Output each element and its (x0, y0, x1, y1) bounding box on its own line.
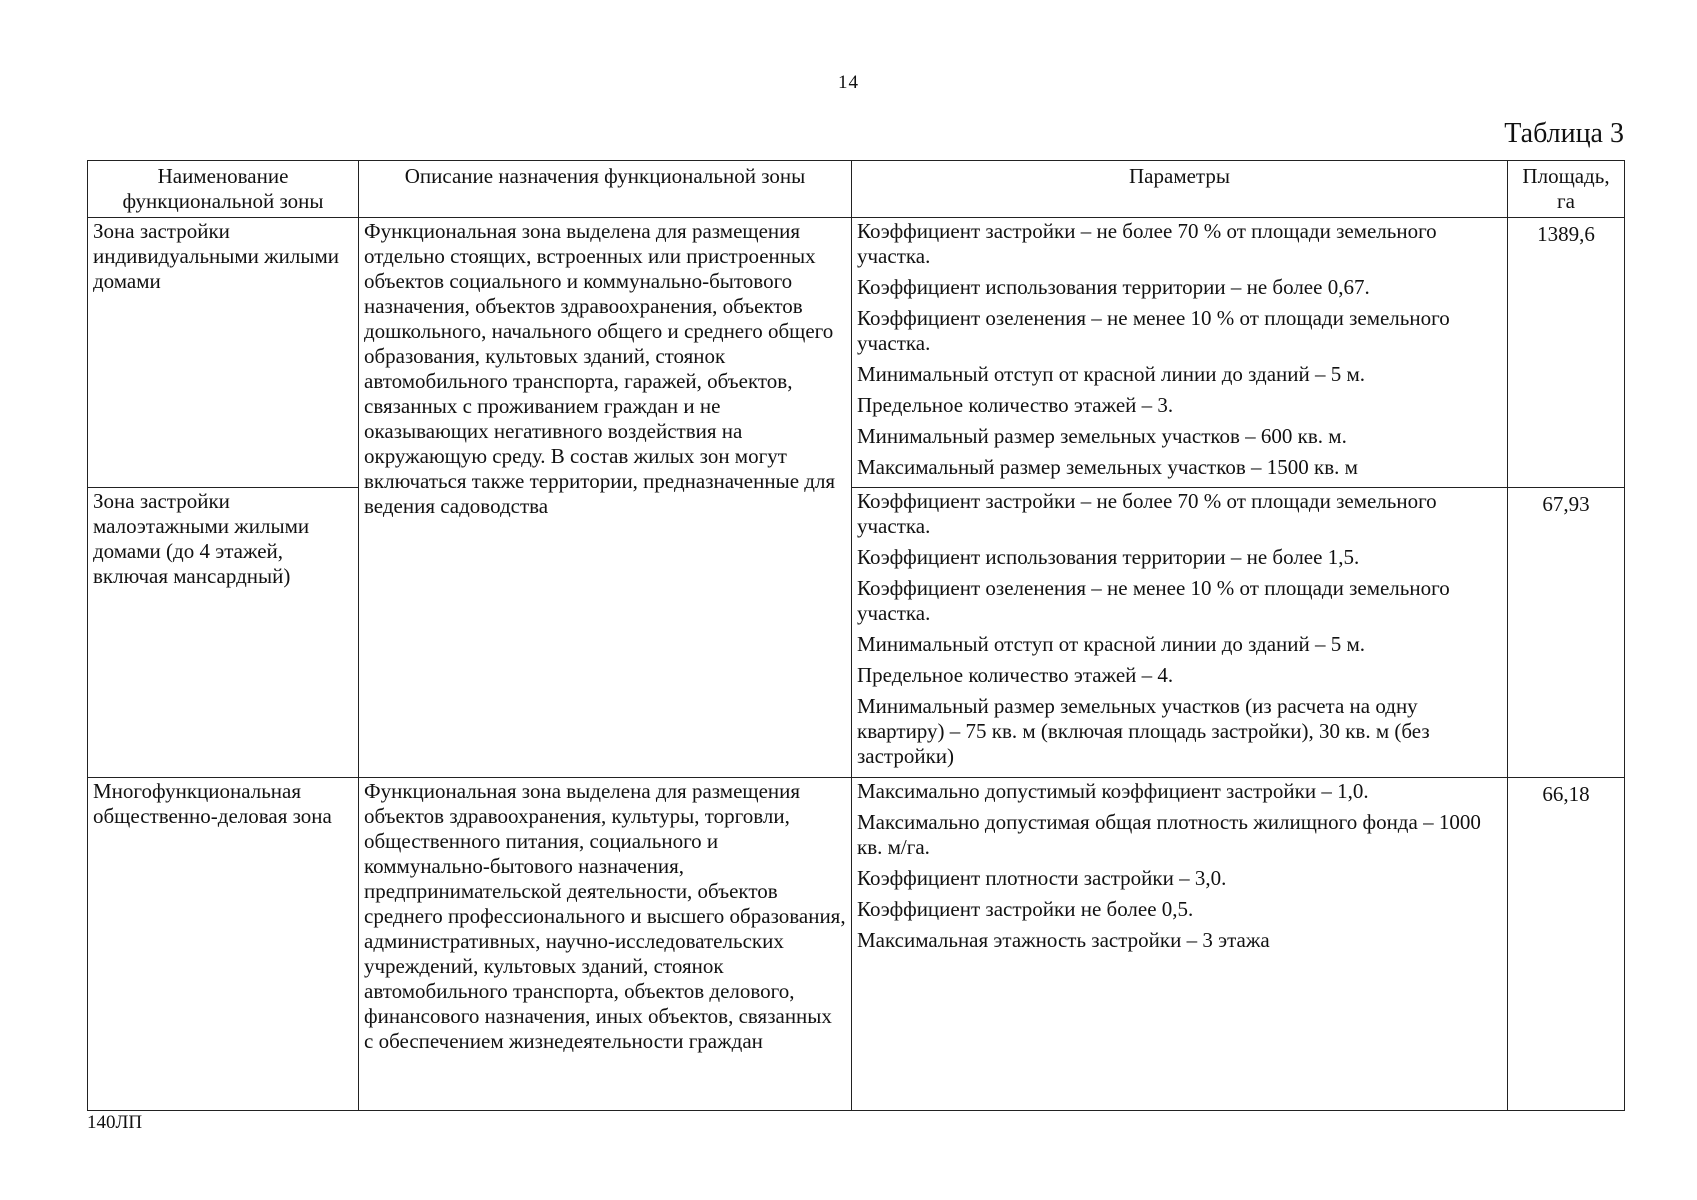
functional-zones-table (87, 160, 1625, 1111)
zone-area: 66,18 (1508, 778, 1625, 1111)
table-row (88, 488, 1625, 778)
parameter-item: Минимальный размер земельных участков (из расчета на одну квартиру) – 75 кв. м (включая площадь застройки), 30 кв. м (без застройки) (857, 694, 1430, 768)
table-row (88, 218, 1625, 488)
zone-name: Зона застройки малоэтажными жилыми домами (до 4 этажей, включая мансардный) (88, 488, 359, 778)
parameter-item: Максимально допустимая общая плотность жилищного фонда – 1000 кв. м/га. (857, 810, 1481, 859)
parameter-item: Предельное количество этажей – 4. (857, 663, 1174, 687)
zone-name: Зона застройки индивидуальными жилыми домами (88, 218, 359, 488)
table-caption: Таблица 3 (1504, 118, 1624, 149)
parameter-item: Коэффициент использования территории – не более 1,5. (857, 545, 1360, 569)
zone-parameters (852, 778, 1508, 1111)
zone-parameters (852, 488, 1508, 778)
table-header-row (88, 161, 1625, 218)
parameter-item: Максимальный размер земельных участков – 1500 кв. м (857, 455, 1358, 479)
parameter-item: Минимальный отступ от красной линии до зданий – 5 м. (857, 632, 1366, 656)
parameter-item: Коэффициент озеленения – не менее 10 % от площади земельного участка. (857, 576, 1450, 625)
table-row (88, 778, 1625, 1111)
header-parameters: Параметры (852, 161, 1508, 218)
parameter-item: Максимально допустимый коэффициент застройки – 1,0. (857, 779, 1369, 803)
parameter-item: Коэффициент использования территории – не более 0,67. (857, 275, 1370, 299)
parameter-item: Коэффициент застройки не более 0,5. (857, 897, 1194, 921)
parameter-item: Минимальный отступ от красной линии до зданий – 5 м. (857, 362, 1366, 386)
parameter-item: Коэффициент застройки – не более 70 % от площади земельного участка. (857, 489, 1437, 538)
document-footer-code: 140ЛП (87, 1112, 143, 1133)
parameter-item: Коэффициент озеленения – не менее 10 % от площади земельного участка. (857, 306, 1450, 355)
header-zone-name: Наименование функциональной зоны (88, 161, 359, 218)
parameter-item: Предельное количество этажей – 3. (857, 393, 1174, 417)
zone-description: Функциональная зона выделена для размещения отдельно стоящих, встроенных или пристроенных объектов социального и коммунально-бытового назначения, объектов здравоохранения, объектов дошкольного, начального общего и среднего общего образования, культовых зданий, стоянок автомобильного транспорта, гаражей, объектов, связанных с проживанием граждан и не оказывающих негативного воздействия на окружающую среду. В состав жилых зон могут включаться также территории, предназначенные для ведения садоводства (359, 218, 852, 778)
page-number: 14 (838, 72, 859, 93)
zone-parameters (852, 218, 1508, 488)
zone-area: 67,93 (1508, 488, 1625, 778)
zone-area: 1389,6 (1508, 218, 1625, 488)
parameter-item: Коэффициент застройки – не более 70 % от площади земельного участка. (857, 219, 1437, 268)
parameter-item: Минимальный размер земельных участков – 600 кв. м. (857, 424, 1347, 448)
zone-description: Функциональная зона выделена для размещения объектов здравоохранения, культуры, торговли, общественного питания, социального и коммунально-бытового назначения, предпринимательской деятельности, объектов среднего профессионального и высшего образования, административных, научно-исследовательских учреждений, культовых зданий, стоянок автомобильного транспорта, объектов делового, финансового назначения, иных объектов, связанных с обеспечением жизнедеятельности граждан (359, 778, 852, 1111)
parameter-item: Коэффициент плотности застройки – 3,0. (857, 866, 1227, 890)
header-zone-description: Описание назначения функциональной зоны (359, 161, 852, 218)
zone-name: Многофункциональная общественно-деловая зона (88, 778, 359, 1111)
parameter-item: Максимальная этажность застройки – 3 этажа (857, 928, 1270, 952)
header-area: Площадь, га (1508, 161, 1625, 218)
